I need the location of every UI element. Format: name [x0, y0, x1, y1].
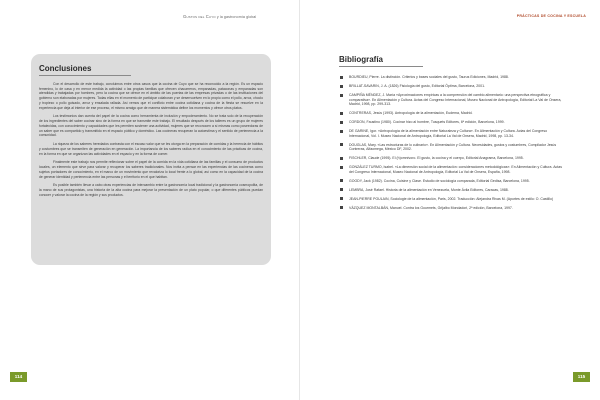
reference-item	[339, 206, 566, 211]
square-bullet-icon	[340, 197, 343, 200]
reference-item	[339, 179, 566, 184]
conclusions-title: Conclusiones	[39, 64, 92, 73]
page-number-left: 114	[10, 372, 27, 382]
running-header-left	[183, 14, 256, 19]
reference-text: GOODY, Jack (1982). Cocina, Cuisine y Clase. Estudio de sociología comparada, Editorial Gedisa, Barcelona, 1995.	[349, 178, 530, 183]
reference-text: CONTRERAS, Jesús (1993). Antropología de la alimentación, Eudema, Madrid.	[349, 111, 473, 116]
title-underline	[339, 66, 423, 67]
conclusions-panel	[31, 54, 271, 265]
reference-text: VÁZQUEZ MONTALBÁN, Manuel. Contra los Gourmets, Grijalbo Mondadori, 2ª edición, Barcelona, 1997.	[349, 205, 513, 210]
reference-text: DE GARINE, Igor. «Antropología de la alimentación entre Naturaleza y Cultura». En Alimentación y Cultura. Actas del Congreso Internacional, Vol. I. Museo Nacional de Antropología, Editorial La Val de Onsera, Madrid, 1998, pp. 13-34.	[349, 129, 548, 138]
square-bullet-icon	[340, 85, 343, 88]
conclusions-paragraph: Es posible también llevar a cabo otras experiencias de intercambio entre la gastronomía local tradicional y la gastronomía cosmopolita, de la mano de sus protagonistas, una historia de la alta cocina para mejorar la presentación de un plato popular, o que diferentes públicos puedan conocer y valorar la cocina de la región y sus productos.	[39, 183, 263, 197]
bibliography-title: Bibliografía	[339, 55, 384, 64]
reference-text: FISCHLER, Claude (1995). El (h)omnívoro. El gusto, la cocina y el cuerpo, Editorial Anagrama, Barcelona, 1995.	[349, 156, 524, 161]
reference-text: CAMPIÑA MÉNDEZ, J. María «Aproximaciones empíricas a la comprensión del cambio alimentario: una perspectiva etnográfica y comparativa». En Alimentación y Cultura. Actas del Congreso Internacional, Museo Nacional de Antropología, Editorial La Val de Onsera, Madrid, 1998, pp. 299-313.	[349, 92, 562, 107]
square-bullet-icon	[340, 157, 343, 160]
reference-text: JEAN-PIERRE POULAIN, Sociologie de la alimentación, Paris, 2002. Traducción: Alejandra Rivas M. (Aportes de estilo: O. Castillo)	[349, 196, 554, 201]
conclusions-paragraph: Los testimonios dan cuenta del papel de la cocina como herramienta de inclusión y empoderamiento. No se trata solo de la recuperación de los ingredientes del saber cocinar sino de la forma en que se transmite este trabajo. El resultado después de los talleres es un grupo de mujeres fortalecidas, con conocimiento y capacidades que les permiten sostener una actividad, mujeres que se reconocen a sí mismas como poseedoras de un saber que es compartido y transmitido en el espacio público y doméstico. Las cocineras recuperan la autoestima y el sentido de pertenencia a la comunidad.	[39, 114, 263, 138]
square-bullet-icon	[340, 166, 343, 169]
square-bullet-icon	[340, 112, 343, 115]
square-bullet-icon	[340, 130, 343, 133]
square-bullet-icon	[340, 179, 343, 182]
square-bullet-icon	[340, 94, 343, 97]
reference-text: DOUGLAS, Mary. «Las estructuras de lo culinario». En Alimentación y Cultura. Necesidades, gustos y costumbres, Compilador Jesús Contreras, Alfaomega, México DF, 2002.	[349, 142, 557, 152]
reference-text: GONZÁLEZ TURMO, Isabel. «La dimensión social de la alimentación: consideraciones metodológicas». En Alimentación y Cultura. Actas del Congreso Internacional, Museo Nacional de Antropología, Editorial La Val de Onsera, España, 1998.	[349, 165, 562, 174]
header-book-title: Gustos del Cuyo	[183, 14, 216, 19]
title-underline	[39, 75, 131, 76]
reference-text: CORDON, Faustino (1980). Cocinar hizo al hombre, Tusquets Editores, 6ª edición, Barcelona, 1999.	[349, 120, 505, 125]
header-book-subtitle: y la gastronomía global	[216, 15, 257, 19]
square-bullet-icon	[340, 76, 343, 79]
running-header-right: PRÁCTICAS DE COCINA Y ESCUELA	[516, 14, 586, 18]
reference-item	[339, 143, 566, 152]
reference-text: BOURDIEU, Pierre. La distinción. Criterios y bases sociales del gusto, Taurus Ediciones, Madrid, 1988.	[349, 75, 509, 79]
reference-text: BRILLAT-SAVARIN, J. A. (1826) Fisiología del gusto, Editorial Óptima, Barcelona, 2001.	[349, 83, 485, 88]
reference-item	[339, 129, 566, 138]
reference-text: LEMBRA, José Rafael. Historia de la alimentación en Venezuela, Monte Ávila Editores, Caracas, 1988.	[349, 187, 509, 192]
bibliography-section	[339, 55, 566, 215]
reference-item	[339, 188, 566, 193]
reference-item	[339, 93, 566, 107]
reference-item	[339, 197, 566, 202]
reference-item	[339, 156, 566, 161]
page-number-right: 115	[573, 372, 590, 382]
conclusions-paragraph: Finalmente este trabajo nos permite reflexionar sobre el papel de la comida en la vida cotidiana de las familias y el consumo de productos locales, un elemento que sirve para valorar y recuperar los saberes tradicionales. Nos invita a pensar en las experiencias de las cocineras como sujetos portadores de conocimiento, en el marco de un movimiento que revaloriza lo local frente a lo global, así como en la capacidad de la cocina de generar identidad y pertenencia entre las personas y el territorio en el que habitan.	[39, 160, 263, 179]
reference-item	[339, 120, 566, 125]
square-bullet-icon	[340, 143, 343, 146]
reference-item	[339, 111, 566, 116]
square-bullet-icon	[340, 206, 343, 209]
reference-item	[339, 165, 566, 174]
reference-item	[339, 84, 566, 89]
conclusions-paragraph: Con el desarrollo de este trabajo, concluimos entre otros casos que la cocina de Cuyo que se ha reconocido a la región. Es un espacio femenino, lo de casa y en menor medida la actividad o las propias familias que ofrecen chacarreros, empanadas, pataconas y empanadas son atendidas y trabajadas por hombres, pero la cocina que se ofrece en el ámbito de las puertas de las empresas privadas o de las instituciones del gobierno son elaboradas por mujeres. Todas ellas en el momento de participar colaboran y se desenvuelven en lo propio como el pollo, arroz, choclo y tropiezo o pollo guisado, arroz y ensalada rallada. Así vemos que el conflicto entre cocina cotidiana y cocina de la fiesta se resuelve en la experiencia que deja al interior de ese proceso, el mismo arraigo que de manera sistemática define los momentos y ofrece otros platos.	[39, 82, 263, 110]
square-bullet-icon	[340, 188, 343, 191]
reference-item	[339, 75, 566, 80]
conclusions-paragraph: La riqueza de los saberes heredados contrasta con el escaso valor que se les otorga en la preparación de comidas y la herencia de hábitos y costumbres que se transmiten de generación en generación. La importancia de los saberes radica en el conocimiento de las prácticas de cocina, en la forma en que se organizan las actividades en el espacio y en la forma de comer.	[39, 142, 263, 156]
square-bullet-icon	[340, 121, 343, 124]
